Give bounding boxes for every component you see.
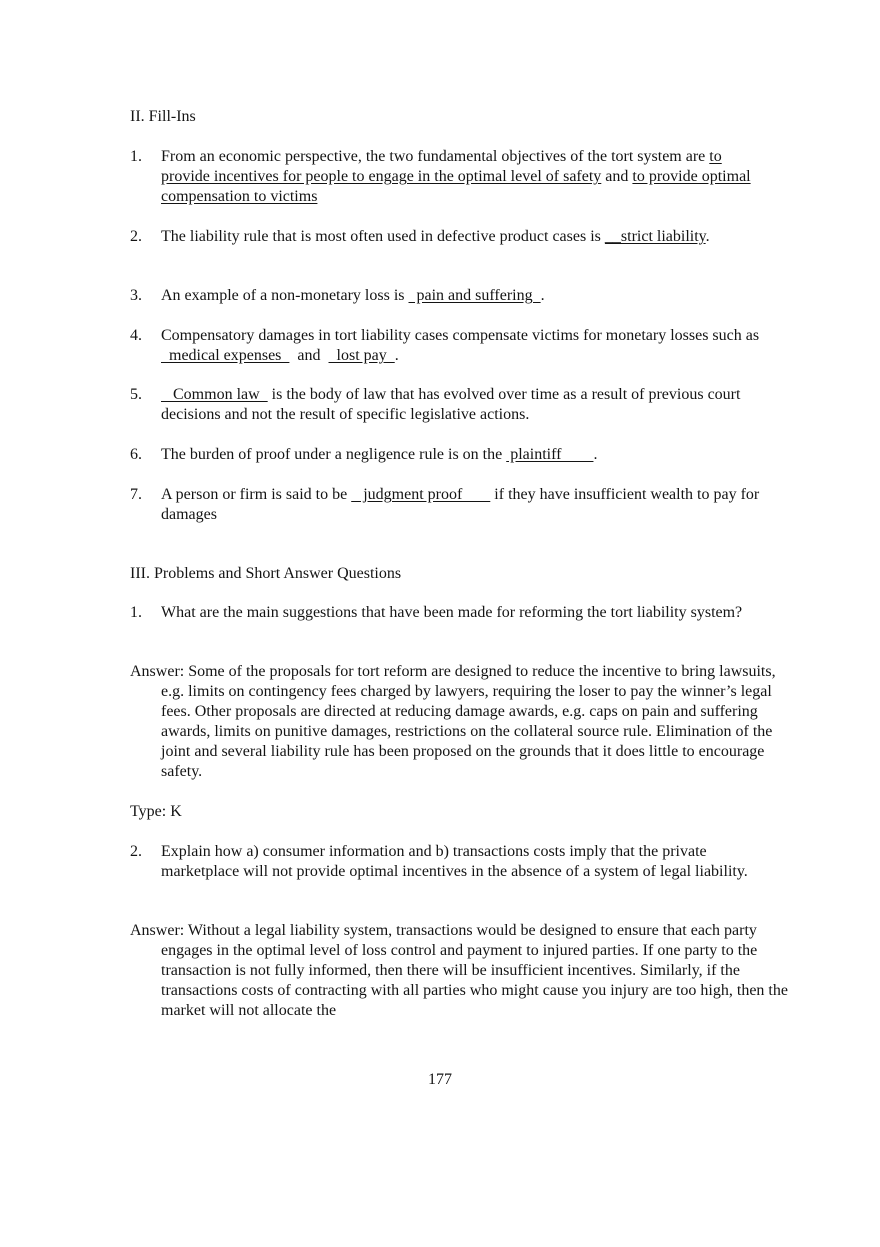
fill-in-item-4 <box>130 326 770 366</box>
answer-blank-2: lost pay <box>328 347 395 364</box>
answer-blank-1: medical expenses <box>161 347 290 364</box>
section-heading-problems: III. Problems and Short Answer Questions <box>130 565 402 582</box>
answer-blank-1: to provide incentives for people to engage in the optimal level of safety <box>161 148 722 185</box>
answer-1: Answer: Some of the proposals for tort reform are designed to reduce the incentive to bring lawsuits, e.g. limits on contingency fees charged by lawyers, requiring the loser to pay the winner’s legal fees. Other proposals are directed at reducing damage awards, e.g. caps on pain and suffering awards, limits on punitive damages, restrictions on the collateral source rule. Elimination of the joint and several liability rule has been proposed on the grounds that it does little to encourage safety. <box>130 663 776 780</box>
item-number: 2. <box>130 228 142 245</box>
item-number: 3. <box>130 287 142 304</box>
fill-in-item-5 <box>130 385 770 425</box>
item-text: Compensatory damages in tort liability cases compensate victims for monetary losses such as medical expenses and lost pay . <box>161 327 760 364</box>
item-text: An example of a non-monetary loss is pain and suffering . <box>161 287 545 304</box>
question-2 <box>130 842 770 882</box>
answer-blank-1: judgment proof <box>351 486 491 503</box>
question-number: 2. <box>130 843 142 860</box>
question-text: Explain how a) consumer information and b) transactions costs imply that the private marketplace will not provide optimal incentives in the absence of a system of legal liability. <box>161 843 748 880</box>
item-text: The liability rule that is most often used in defective product cases is __strict liability. <box>161 228 710 245</box>
fill-in-item-3 <box>130 286 770 306</box>
page-number: 177 <box>428 1071 452 1088</box>
question-number: 1. <box>130 604 142 621</box>
question-1 <box>130 603 770 623</box>
fill-in-item-2 <box>130 227 770 247</box>
answer-blank-1: Common law <box>161 386 268 403</box>
fill-in-item-6 <box>130 445 770 465</box>
item-text: Common law is the body of law that has evolved over time as a result of previous court decisions and not the result of specific legislative actions. <box>161 386 741 423</box>
item-number: 1. <box>130 148 142 165</box>
item-number: 4. <box>130 327 142 344</box>
item-text: A person or firm is said to be judgment proof if they have insufficient wealth to pay for damages <box>161 486 760 523</box>
answer-blank-2: to provide optimal compensation to victims <box>161 168 751 205</box>
answer-2: Answer: Without a legal liability system, transactions would be designed to ensure that each party engages in the optimal level of loss control and payment to injured parties. If one party to the transaction is not fully informed, then there will be insufficient incentives. Similarly, if the transactions costs of contracting with all parties who might cause you injury are too high, then the market will not allocate the <box>130 922 788 1019</box>
item-number: 5. <box>130 386 142 403</box>
answer-blank-1: plaintiff <box>506 446 594 463</box>
question-text: What are the main suggestions that have been made for reforming the tort liability system? <box>161 604 743 621</box>
item-number: 6. <box>130 446 142 463</box>
fill-in-item-1 <box>130 147 770 207</box>
item-text: The burden of proof under a negligence rule is on the plaintiff . <box>161 446 598 463</box>
question-type-label: Type: K <box>130 803 182 820</box>
answer-blank-1: pain and suffering <box>408 287 541 304</box>
item-number: 7. <box>130 486 142 503</box>
section-heading-fill-ins: II. Fill-Ins <box>130 108 196 125</box>
fill-in-item-7 <box>130 485 770 525</box>
answer-blank-1: __strict liability <box>604 228 706 245</box>
item-text: From an economic perspective, the two fundamental objectives of the tort system are to provide incentives for people to engage in the optimal level of safety and to provide optimal compensation to victims <box>161 148 751 205</box>
